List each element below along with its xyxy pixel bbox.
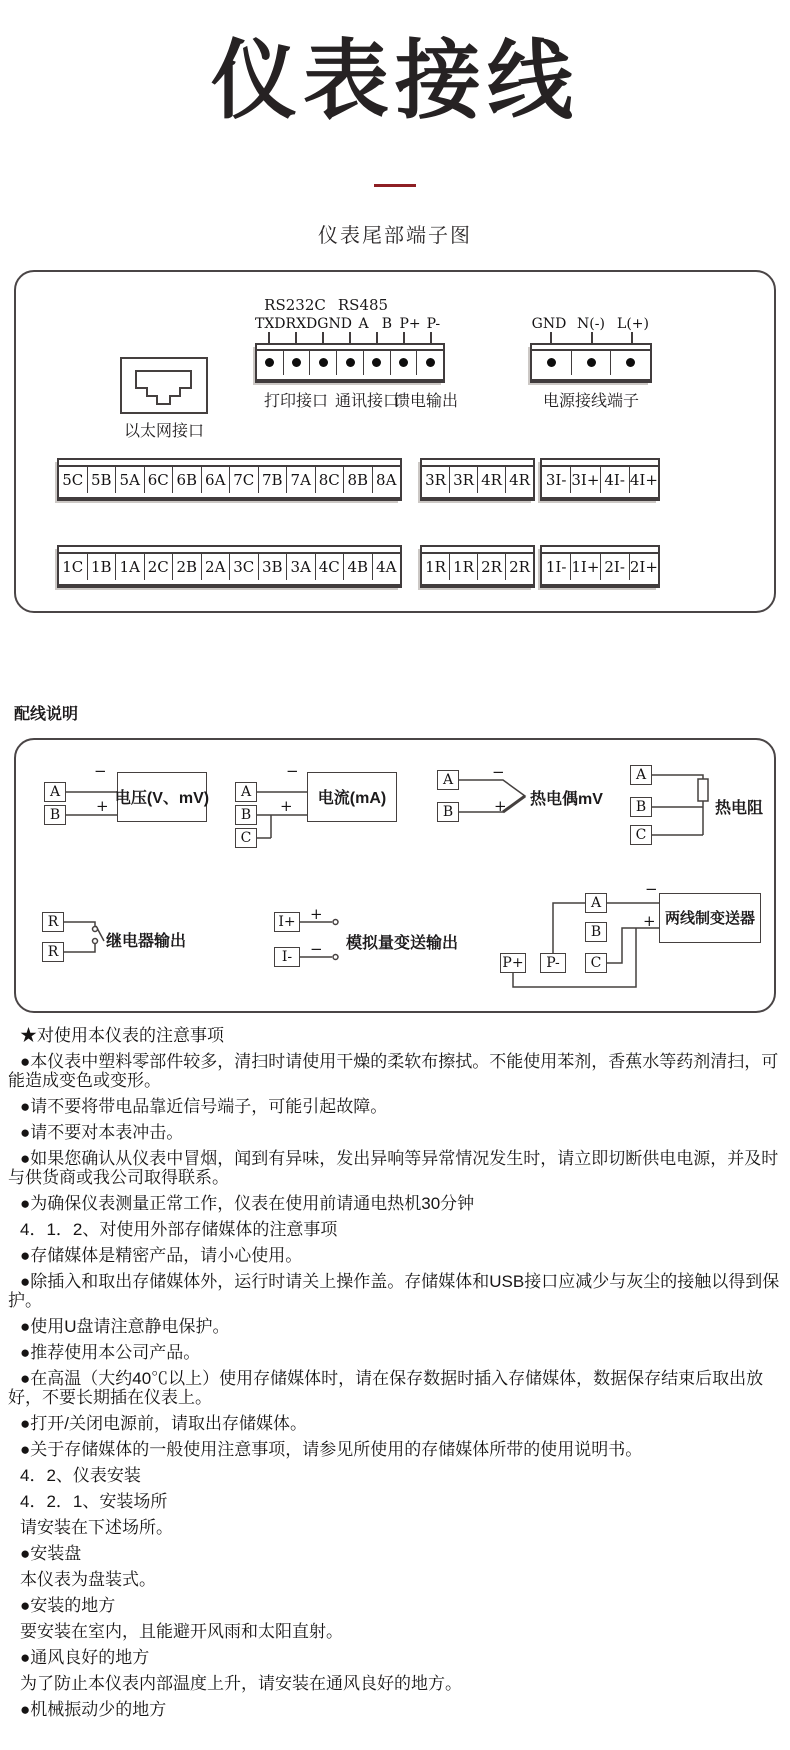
terminal-strip-row2-current [540,545,660,588]
terminal-r: R [42,912,64,932]
transmitter-wires [513,903,659,987]
terminal-cell: 4I+ [629,470,658,489]
terminal-cell: 4I- [601,467,630,493]
thermocouple-wires [459,780,525,812]
terminal-cell: 6B [173,467,202,493]
terminal-cell: 8A [376,470,397,489]
device-box-current: 电流(mA) [307,772,397,822]
terminal-b: B [437,802,459,822]
power-pin-label: N(-) [577,315,605,332]
terminal-cell: 2R [478,554,506,580]
comm-pin-labels [255,316,445,332]
feed-output-label: 馈电输出 [393,392,458,410]
terminal-cell: 2C [145,554,174,580]
rs232c-label: RS232C [264,295,326,314]
terminal-cell: 4A [376,557,397,576]
terminal-cell: 3R [422,467,450,493]
voltage-wires [66,792,117,815]
wiring-panel [14,738,776,1013]
terminal-cell: 3C [230,554,259,580]
comm-terminal-strip [255,343,445,383]
comm-pin-label: P+ [399,315,421,332]
note-line: ●机械振动少的地方 [20,1699,167,1719]
terminal-cell: 2B [173,554,202,580]
terminal-dot [626,358,635,367]
rtd-wires [652,775,703,835]
power-pin-labels [528,316,654,332]
page-title: 仪表接线 [211,33,579,129]
analog-output-contact [333,919,338,924]
terminal-cell: 2I+ [629,557,658,576]
note-line: ●在高温（大约40℃以上）使用存储媒体时，请在保存数据时插入存储媒体，数据保存结束后取出放好，不要长期插在仪表上。 [8,1368,764,1407]
rtd-label: 热电阻 [715,799,764,817]
note-line: 请安装在下述场所。 [20,1517,173,1537]
terminal-cell: 3I+ [571,467,600,493]
terminal-c: C [585,953,607,973]
note-line: 要安装在室内，且能避开风雨和太阳直射。 [20,1621,343,1641]
terminal-cell: 6C [145,467,174,493]
minus-sign: − [286,761,299,780]
note-line: ●通风良好的地方 [20,1647,150,1667]
terminal-dot [399,358,408,367]
relay-label: 继电器输出 [106,932,187,950]
terminal-cell [572,351,612,375]
terminal-strip-row2-main [57,545,402,588]
terminal-dot [319,358,328,367]
terminal-cell: 3A [287,554,316,580]
terminal-cell: 2R [509,557,530,576]
terminal-dot [372,358,381,367]
plus-sign: + [280,796,293,815]
wiring-section-title: 配线说明 [14,705,79,723]
note-line: ●除插入和取出存储媒体外，运行时请关上操作盖。存储媒体和USB接口应减少与灰尘的接触以得到保护。 [8,1271,780,1310]
ethernet-port-icon [120,357,208,414]
terminal-cell [532,351,572,375]
note-line: ●推荐使用本公司产品。 [20,1342,201,1362]
ethernet-label: 以太网接口 [123,422,204,440]
terminal-cell [310,351,337,375]
terminal-cell: 4R [478,467,506,493]
device-box-transmitter: 两线制变送器 [659,893,761,943]
terminal-strip-row2-relay [420,545,535,588]
rs485-label: RS485 [337,295,389,314]
note-heading: 4．2．1、安装场所 [20,1491,168,1511]
terminal-i-minus: I- [274,947,300,967]
note-line: ●打开/关闭电源前，请取出存储媒体。 [20,1413,307,1433]
note-line: ●关于存储媒体的一般使用注意事项，请参见所使用的存储媒体所带的使用说明书。 [20,1439,643,1459]
terminal-cell [337,351,364,375]
comm-pin-label: B [381,315,392,332]
note-line: ●使用U盘请注意静电保护。 [20,1316,230,1336]
terminal-strip-row1-relay [420,458,535,501]
terminal-cell: 5B [88,467,117,493]
terminal-cell: 4B [344,554,373,580]
note-line: ●本仪表中塑料零部件较多，清扫时请使用干燥的柔软布擦拭。不能使用苯剂，香蕉水等药剂清扫，可能造成变色或变形。 [8,1051,779,1090]
print-port-label: 打印接口 [263,392,328,410]
terminal-a: A [437,770,459,790]
note-line: 本仪表为盘装式。 [20,1569,156,1589]
comm-pin-label: P- [426,315,441,332]
notes-section [0,1026,790,1719]
power-pin-label: GND [531,315,567,332]
terminal-cell [257,351,284,375]
terminal-cell: 1C [59,554,88,580]
terminal-diagram-panel [14,270,776,613]
terminal-cell: 1B [88,554,117,580]
terminal-p-minus: P- [540,953,566,973]
relay-contact [93,926,98,931]
terminal-dot [547,358,556,367]
terminal-cell: 3B [259,554,288,580]
terminal-cell [284,351,311,375]
terminal-b: B [44,805,66,825]
terminal-cell [364,351,391,375]
note-heading: 4．2、仪表安装 [20,1465,141,1485]
power-terminal-strip [530,343,652,383]
note-line: ●存储媒体是精密产品，请小心使用。 [20,1245,303,1265]
terminal-a: A [630,765,652,785]
plus-sign: + [643,911,656,930]
terminal-cell: 3R [450,467,478,493]
terminal-cell: 1R [422,554,450,580]
device-box-voltage: 电压(V、mV) [117,772,207,822]
relay-contact [93,938,98,943]
terminal-cell: 6A [202,467,231,493]
terminal-cell: 5C [59,467,88,493]
terminal-cell: 8B [344,467,373,493]
title-accent-rule [374,184,416,187]
terminal-cell: 1R [450,554,478,580]
terminal-cell: 2A [202,554,231,580]
minus-sign: − [94,761,107,780]
terminal-dot [292,358,301,367]
comm-pin-label: RXD [285,315,318,332]
minus-sign: − [492,762,505,781]
terminal-strip-row1-current [540,458,660,501]
terminal-r: R [42,942,64,962]
terminal-cell: 1I+ [571,554,600,580]
terminal-cell: 2I- [601,554,630,580]
comm-port-label: 通讯接口 [334,392,399,410]
comm-pin-label: TXD [255,315,286,332]
note-line: ●安装盘 [20,1543,82,1563]
analog-output-contact [333,954,338,959]
terminal-cell: 5A [116,467,145,493]
terminal-cell: 8C [316,467,345,493]
terminal-cell: 4R [509,470,530,489]
terminal-dot [346,358,355,367]
terminal-cell [611,351,650,375]
terminal-dot [426,358,435,367]
terminal-b: B [630,797,652,817]
terminal-c: C [235,828,257,848]
minus-sign: − [645,879,658,898]
note-line: 为了防止本仪表内部温度上升，请安装在通风良好的地方。 [20,1673,462,1693]
terminal-cell: 7B [259,467,288,493]
plus-sign: + [310,904,323,923]
note-line: ●安装的地方 [20,1595,116,1615]
comm-pin-label: A [358,315,369,332]
terminal-i-plus: I+ [274,912,300,932]
terminal-p-plus: P+ [500,953,526,973]
page-subtitle: 仪表尾部端子图 [318,224,472,247]
terminal-cell [417,351,443,375]
note-heading: 4．1．2、对使用外部存储媒体的注意事项 [20,1219,338,1239]
relay-wires [64,922,104,952]
terminal-c: C [630,825,652,845]
note-line: ●请不要对本表冲击。 [20,1122,184,1142]
power-label: 电源接线端子 [542,392,639,410]
terminal-b: B [235,805,257,825]
power-pin-label: L(+) [617,315,649,332]
terminal-cell: 1A [116,554,145,580]
terminal-cell [391,351,418,375]
comm-pin-label: GND [317,315,352,332]
note-line: ●如果您确认从仪表中冒烟，闻到有异味，发出异响等异常情况发生时，请立即切断供电电源，并及时与供货商或我公司取得联系。 [8,1148,779,1187]
note-line: ●请不要将带电品靠近信号端子，可能引起故障。 [20,1096,388,1116]
terminal-cell: 1I- [542,554,571,580]
plus-sign: + [96,796,109,815]
note-line: ●为确保仪表测量正常工作，仪表在使用前请通电热机30分钟 [20,1193,475,1213]
plus-sign: + [494,796,507,815]
minus-sign: − [310,939,323,958]
terminal-a: A [585,893,607,913]
terminal-cell: 7C [230,467,259,493]
thermocouple-label: 热电偶mV [530,790,603,808]
note-line: ★对使用本仪表的注意事项 [20,1025,224,1045]
terminal-a: A [235,782,257,802]
terminal-b: B [585,922,607,942]
terminal-cell: 4C [316,554,345,580]
terminal-dot [587,358,596,367]
rtd-resistor [698,779,708,801]
terminal-cell: 3I- [542,467,571,493]
terminal-a: A [44,782,66,802]
terminal-dot [265,358,274,367]
terminal-strip-row1-main [57,458,402,501]
terminal-cell: 7A [287,467,316,493]
analog-output-label: 模拟量变送输出 [346,934,459,952]
